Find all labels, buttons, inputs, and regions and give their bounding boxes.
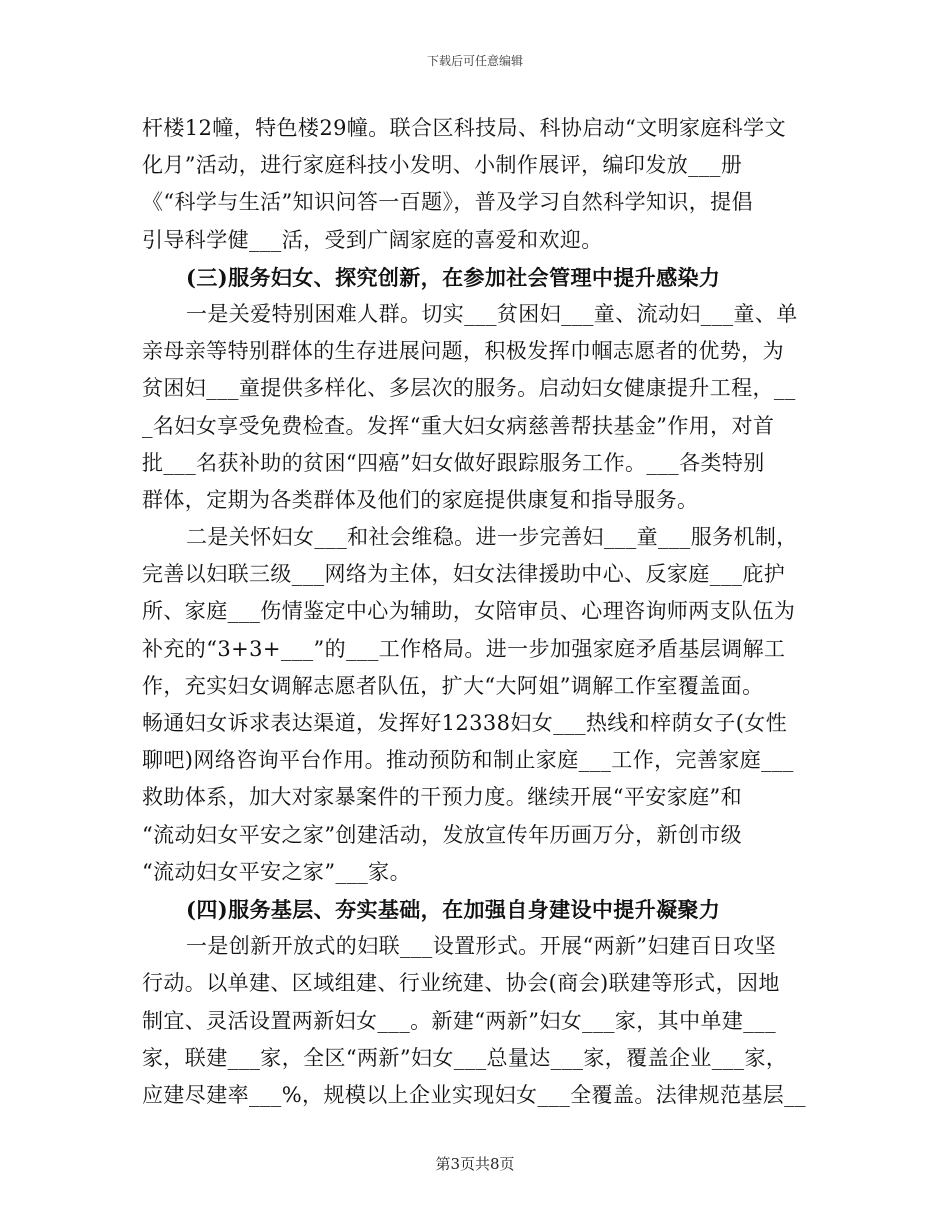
text-line: 补充的“3+3+___”的___工作格局。进一步加强家庭矛盾基层调解工 — [142, 636, 786, 661]
text-line: _名妇女享受免费检查。发挥“重大妇女病慈善帮扶基金”作用，对首 — [142, 413, 775, 438]
text-line: 一是创新开放式的妇联___设置形式。开展“两新”妇建百日攻坚 — [186, 934, 776, 959]
document-body — [142, 110, 808, 1114]
text-line: 制宜、灵活设置两新妇女___。新建“两新”妇女___家，其中单建___ — [142, 1008, 776, 1033]
text-line: 亲母亲等特别群体的生存进展问题，积极发挥巾帼志愿者的优势，为 — [142, 339, 784, 364]
text-line: 行动。以单建、区域组建、行业统建、协会(商会)联建等形式，因地 — [142, 971, 780, 996]
text-line: 畅通妇女诉求表达渠道，发挥好12338妇女___热线和梓荫女子(女性 — [142, 711, 788, 735]
text-line: 所、家庭___伤情鉴定中心为辅助，女陪审员、心理咨询师两支队伍为 — [142, 599, 796, 624]
page-header: 下载后可任意编辑 — [426, 54, 523, 68]
section-heading: (四)服务基层、夯实基础，在加强自身建设中提升凝聚力 — [186, 896, 721, 922]
text-line: 《“科学与生活”知识问答一百题》，普及学习自然科学知识，提倡 — [142, 190, 753, 215]
page-number: 第3页共8页 — [435, 1155, 515, 1173]
text-line: “流动妇女平安之家”___家。 — [142, 859, 411, 884]
text-line: “流动妇女平安之家”创建活动，发放宣传年历画万分，新创市级 — [142, 822, 743, 847]
text-line: 应建尽建率___%，规模以上企业实现妇女___全覆盖。法律规范基层__ — [142, 1082, 806, 1107]
text-line: 完善以妇联三级___网络为主体，妇女法律援助中心、反家庭___庇护 — [142, 562, 786, 587]
text-line: 聊吧)网络咨询平台作用。推动预防和制止家庭___工作，完善家庭___ — [142, 748, 794, 773]
text-line: 贫困妇___童提供多样化、多层次的服务。启动妇女健康提升工程，__ — [142, 376, 796, 401]
text-line: 批___名获补助的贫困“四癌”妇女做好跟踪服务工作。___各类特别 — [142, 450, 765, 475]
text-line: 杆楼12幢，特色楼29幢。联合区科技局、科协启动“文明家庭科学文 — [142, 116, 786, 140]
text-line: 化月”活动，进行家庭科技小发明、小制作展评，编印发放___册 — [142, 153, 743, 178]
text-line: 家，联建___家，全区“两新”妇女___总量达___家，覆盖企业___家， — [142, 1045, 788, 1070]
text-line: 救助体系，加大对家暴案件的干预力度。继续开展“平安家庭”和 — [142, 785, 743, 810]
text-line: 引导科学健___活，受到广阔家庭的喜爱和欢迎。 — [142, 227, 603, 252]
text-line: 群体，定期为各类群体及他们的家庭提供康复和指导服务。 — [142, 487, 699, 512]
text-line: 作，充实妇女调解志愿者队伍，扩大“大阿姐”调解工作室覆盖面。 — [142, 673, 764, 698]
text-line: 一是关爱特别困难人群。切实___贫困妇___童、流动妇___童、单 — [186, 301, 798, 326]
section-heading: (三)服务妇女、探究创新，在参加社会管理中提升感染力 — [186, 264, 721, 290]
text-line: 二是关怀妇女___和社会维稳。进一步完善妇___童___服务机制， — [186, 525, 798, 550]
